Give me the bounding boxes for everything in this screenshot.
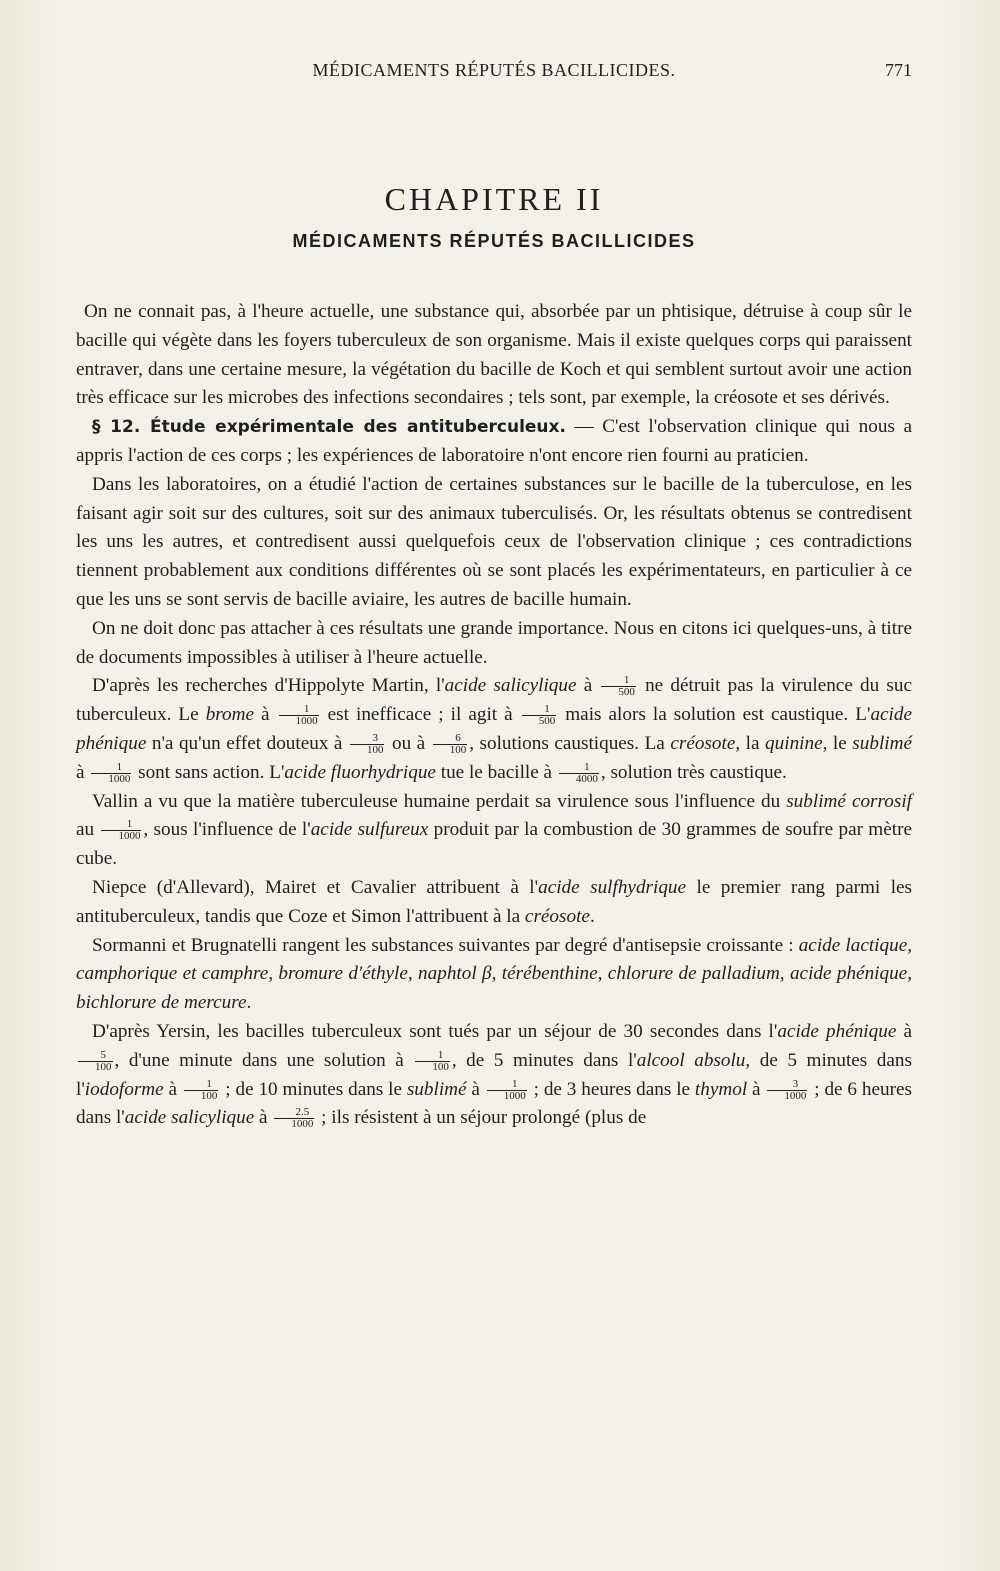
fraction-numerator: 5	[78, 1050, 113, 1062]
fraction-denominator: 500	[538, 715, 556, 728]
italic-term: acide lactique, camphorique et camphre, bromure d'éthyle, naphtol β, térébenthine, chlorure de palladium, acide phénique, bichlorure de mercure	[76, 934, 913, 1014]
text-run: Vallin a vu que la matière tuberculeuse humaine perdait sa virulence sous l'influence du	[92, 790, 787, 812]
fraction-denominator: 1000	[295, 715, 318, 728]
text-run: .	[246, 992, 252, 1014]
text-run: , solution très caustique.	[600, 761, 787, 783]
fraction-denominator: 1000	[291, 1118, 314, 1131]
italic-term: acide fluorhydrique	[284, 761, 436, 783]
text-run: , de 5 minutes dans l'	[451, 1049, 637, 1071]
paragraph-importance: On ne doit donc pas attacher à ces résultats une grande importance. Nous en citons ici quelques-uns, à titre de documents impossibles à utiliser à l'heure actuelle.	[76, 617, 912, 668]
fraction-denominator: 4000	[575, 772, 598, 785]
italic-term: iodoforme	[84, 1078, 164, 1100]
text-run: à	[576, 675, 600, 697]
text-run: , solutions caustiques. La	[469, 732, 671, 754]
text-run: tue le bacille à	[435, 761, 557, 783]
fraction-denominator: 1000	[503, 1089, 526, 1102]
fraction-numerator: 1	[415, 1050, 450, 1062]
italic-term: sublimé	[406, 1078, 467, 1100]
running-header	[76, 60, 912, 84]
fraction-denominator: 100	[366, 744, 384, 757]
paragraph-laboratories: Dans les laboratoires, on a étudié l'action de certaines substances sur le bacille de la tuberculose, en les faisant agir soit sur des cultures, soit sur des animaux tuberculisés. Or, les résultats obtenus se contredisent les uns les autres, et contredisent aussi quelquefois ceux de l'observation clinique ; ces contradictions tiennent probablement aux conditions différentes où se sont placés les expérimentateurs, en particulier à ce que les uns se sont servis de bacille aviaire, les autres de bacille humain.	[76, 473, 912, 610]
page-number: 771	[885, 60, 912, 80]
italic-term: acide sulfhydrique	[538, 876, 687, 898]
text-run: ne détruit pas la virulence du suc tuberculeux. Le	[76, 675, 912, 726]
running-title: MÉDICAMENTS RÉPUTÉS BACILLICIDES.	[312, 60, 676, 80]
text-run: Niepce (d'Allevard), Mairet et Cavalier attribuent à l'	[92, 876, 539, 898]
fraction	[559, 762, 599, 785]
paragraph-intro: On ne connait pas, à l'heure actuelle, une substance qui, absorbée par un phtisique, détruise à coup sûr le bacille qui végète dans les foyers tuberculeux de son organisme. Mais il existe quelques corps qui paraissent entraver, dans une certaine mesure, la végétation du bacille de Koch et qui semblent surtout avoir une action très efficace sur les microbes des infections secondaires ; tels sont, par exemple, la créosote et ses dérivés.	[76, 301, 912, 409]
fraction-numerator: 1	[601, 675, 636, 687]
text-run: , d'une minute dans une solution à	[114, 1049, 414, 1071]
italic-term: sublimé	[852, 732, 912, 754]
fraction	[350, 733, 385, 756]
section-label: § 12. Étude expérimentale des antituberculeux.	[92, 417, 566, 438]
text-run: D'après Yersin, les bacilles tuberculeux sont tués par un séjour de 30 secondes dans l'	[92, 1020, 778, 1042]
italic-term: sublimé corrosif	[786, 790, 912, 812]
text-run: mais alors la solution est caustique. L'	[558, 704, 871, 726]
italic-term: thymol	[694, 1078, 748, 1100]
italic-term: créosote	[524, 905, 590, 927]
fraction-denominator: 1000	[784, 1089, 807, 1102]
text-run: au	[76, 819, 100, 841]
paragraph-yersin	[76, 1018, 912, 1133]
fraction-denominator: 1000	[108, 772, 131, 785]
fraction-numerator: 1	[91, 762, 131, 774]
italic-term: acide salicylique	[124, 1107, 255, 1129]
chapter-subtitle: MÉDICAMENTS RÉPUTÉS BACILLICIDES	[292, 231, 696, 251]
body-text	[76, 298, 912, 1133]
paragraph-text: — C'est l'observation clinique qui nous a appris l'action de ces corps ; les expériences de laboratoire n'ont encore rien fourni au praticien.	[76, 416, 912, 466]
fraction	[415, 1050, 450, 1073]
text-run: , la	[735, 732, 766, 754]
text-run: ; de 6 heures dans l'	[76, 1078, 912, 1129]
fraction	[101, 819, 141, 842]
fraction-numerator: 6	[433, 733, 468, 745]
text-run: n'a qu'un effet douteux à	[146, 732, 348, 754]
fraction	[91, 762, 131, 785]
text-run: , le	[822, 732, 853, 754]
fraction	[522, 704, 557, 727]
text-run: Sormanni et Brugnatelli rangent les substances suivantes par degré d'antisepsie croissante :	[92, 934, 799, 956]
text-run: le premier rang parmi les antituberculeux, tandis que Coze et Simon l'attribuent à la	[76, 876, 913, 927]
fraction-numerator: 1	[559, 762, 599, 774]
fraction	[279, 704, 319, 727]
paragraph-sormanni	[76, 932, 912, 1018]
fraction-denominator: 100	[200, 1089, 218, 1102]
text-run: à	[76, 761, 90, 783]
text-run: à	[254, 704, 277, 726]
italic-term: créosote	[670, 732, 736, 754]
text-run: ou à	[386, 732, 431, 754]
fraction-numerator: 1	[184, 1079, 219, 1091]
text-run: à	[747, 1078, 766, 1100]
fraction	[274, 1107, 314, 1130]
text-run: sont sans action. L'	[133, 761, 285, 783]
text-run: est inefficace ; il agit à	[320, 704, 520, 726]
fraction-numerator: 1	[279, 704, 319, 716]
fraction-denominator: 100	[95, 1060, 112, 1073]
text-run: ; ils résistent à un séjour prolongé (plus de	[316, 1107, 647, 1129]
italic-term: acide phénique	[777, 1020, 897, 1042]
fraction	[78, 1050, 113, 1073]
text-run: D'après les recherches d'Hippolyte Martin, l'	[92, 675, 445, 697]
paragraph-section-12	[76, 413, 912, 471]
fraction	[487, 1079, 527, 1102]
italic-term: brome	[205, 704, 255, 726]
fraction	[601, 675, 636, 698]
italic-term: alcool absolu	[636, 1049, 746, 1071]
text-run: à	[466, 1078, 485, 1100]
fraction-denominator: 100	[432, 1060, 449, 1073]
paragraph-vallin	[76, 788, 912, 874]
text-run: .	[589, 905, 595, 927]
fraction	[433, 733, 468, 756]
italic-term: acide salicylique	[444, 675, 577, 697]
italic-term: acide sulfureux	[310, 819, 429, 841]
italic-term: acide phénique	[76, 704, 912, 754]
text-run: ; de 3 heures dans le	[528, 1078, 695, 1100]
paragraph-niepce	[76, 874, 912, 932]
fraction-numerator: 1	[101, 819, 141, 831]
fraction-denominator: 500	[618, 686, 635, 699]
fraction-denominator: 100	[449, 744, 467, 757]
fraction	[184, 1079, 219, 1102]
text-run: , de 5 minutes dans l'	[76, 1049, 912, 1100]
fraction-numerator: 1	[487, 1079, 527, 1091]
fraction-numerator: 2.5	[274, 1107, 314, 1119]
fraction-numerator: 3	[767, 1079, 807, 1091]
text-run: à	[896, 1020, 912, 1042]
text-run: ; de 10 minutes dans le	[220, 1078, 407, 1100]
text-run: , sous l'influence de l'	[143, 819, 311, 841]
fraction-numerator: 3	[350, 733, 385, 745]
fraction-denominator: 1000	[118, 830, 141, 843]
chapter-title: CHAPITRE II	[384, 181, 604, 218]
text-run: produit par la combustion de 30 grammes de soufre par mètre cube.	[76, 819, 912, 870]
fraction	[767, 1079, 807, 1102]
text-run: à	[254, 1107, 273, 1129]
paragraph-martin	[76, 672, 912, 787]
italic-term: quinine	[765, 732, 823, 754]
text-run: à	[163, 1078, 182, 1100]
fraction-numerator: 1	[522, 704, 557, 716]
